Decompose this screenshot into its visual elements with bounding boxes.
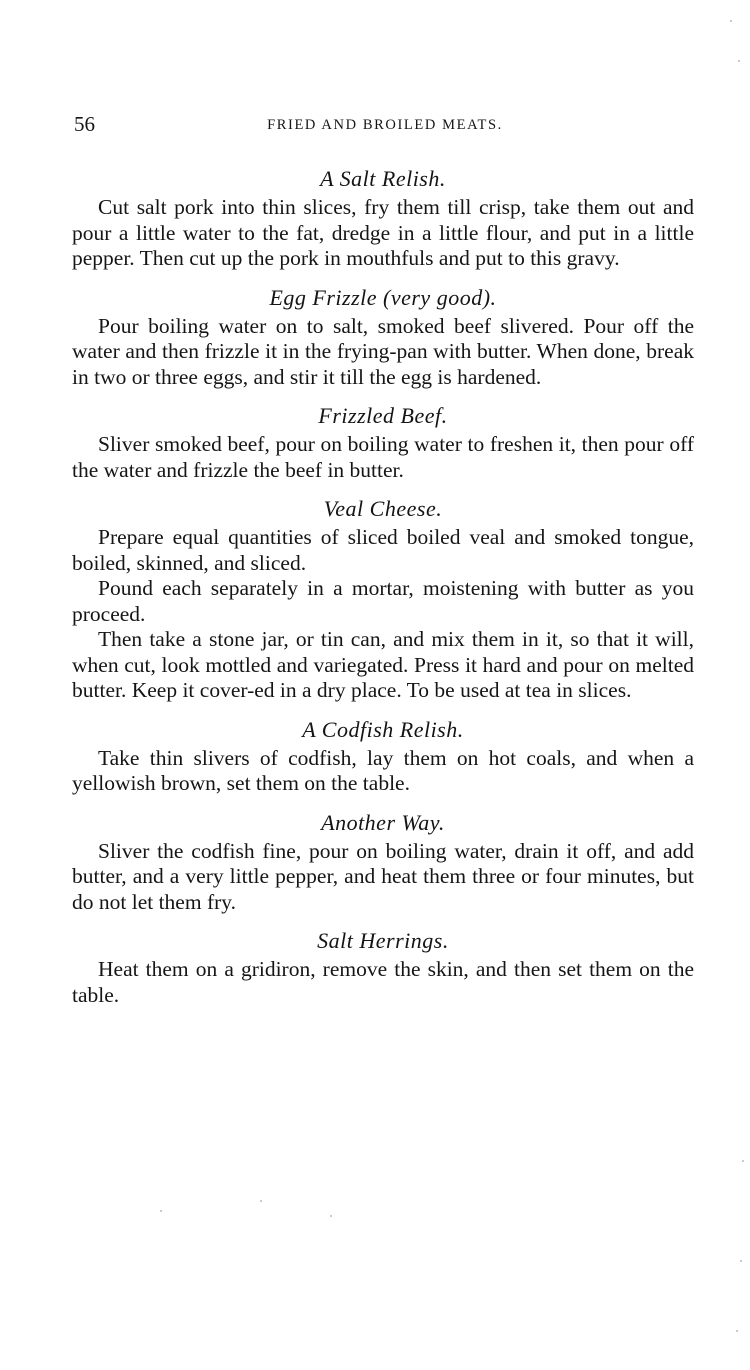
scan-speck: [160, 1210, 162, 1212]
recipe-veal-cheese: [72, 495, 694, 704]
recipe-title: Another Way.: [321, 809, 445, 835]
recipe-title: Veal Cheese.: [323, 496, 443, 521]
running-title: FRIED AND BROILED MEATS.: [267, 117, 503, 133]
scan-speck: [730, 20, 732, 22]
recipe-paragraph: Pound each separately in a mortar, moistening with butter as you proceed.: [72, 576, 694, 626]
recipe-paragraph: Sliver the codfish fine, pour on boiling water, drain it off, and add butter, and a very little pepper, and heat them three or four minutes, but do not let them fry.: [72, 838, 694, 914]
scan-speck: [260, 1200, 262, 1202]
scan-speck: [736, 1330, 738, 1332]
scan-speck: [740, 1260, 742, 1262]
page-number: 56: [74, 112, 95, 136]
scan-speck: [330, 1215, 332, 1217]
recipe-paragraph: Cut salt pork into thin slices, fry them till crisp, take them out and pour a little water to the fat, dredge in a little flour, and put in a little pepper. Then cut up the pork in mouthfuls and put to this gravy.: [72, 195, 694, 270]
recipe-salt-herrings: [72, 927, 694, 1008]
recipe-title: A Codfish Relish.: [302, 716, 464, 742]
recipe-egg-frizzle: [72, 284, 694, 391]
scan-speck: [738, 60, 740, 62]
recipe-frizzled-beef: [72, 402, 694, 483]
recipe-paragraph: Prepare equal quantities of sliced boiled veal and smoked tongue, boiled, skinned, and sliced.: [72, 525, 694, 575]
recipe-paragraph: Sliver smoked beef, pour on boiling water to freshen it, then pour off the water and frizzle the beef in butter.: [72, 432, 694, 482]
recipe-paragraph: Take thin slivers of codfish, lay them on hot coals, and when a yellowish brown, set them on the table.: [72, 745, 694, 795]
recipe-title: Egg Frizzle (very good).: [269, 284, 497, 310]
recipe-title: Frizzled Beef.: [318, 403, 448, 428]
scan-speck: [742, 1160, 744, 1162]
running-head: [74, 112, 696, 142]
recipe-codfish-relish: [72, 716, 694, 797]
recipe-paragraph: Heat them on a gridiron, remove the skin, and then set them on the table.: [72, 957, 694, 1007]
recipe-paragraph: Pour boiling water on to salt, smoked beef slivered. Pour off the water and then frizzle it in the frying-pan with butter. When done, break in two or three eggs, and stir it till the egg is hardened.: [72, 313, 694, 389]
recipe-title: A Salt Relish.: [320, 166, 446, 191]
recipe-paragraph: Then take a stone jar, or tin can, and mix them in it, so that it will, when cut, look mottled and variegated. Press it hard and pour on melted butter. Keep it cover-ed in a dry place. To be used at tea in slices.: [72, 627, 694, 702]
recipe-another-way: [72, 809, 694, 916]
page-content: [72, 165, 694, 1020]
recipe-title: Salt Herrings.: [317, 928, 449, 953]
recipe-salt-relish: [72, 165, 694, 272]
